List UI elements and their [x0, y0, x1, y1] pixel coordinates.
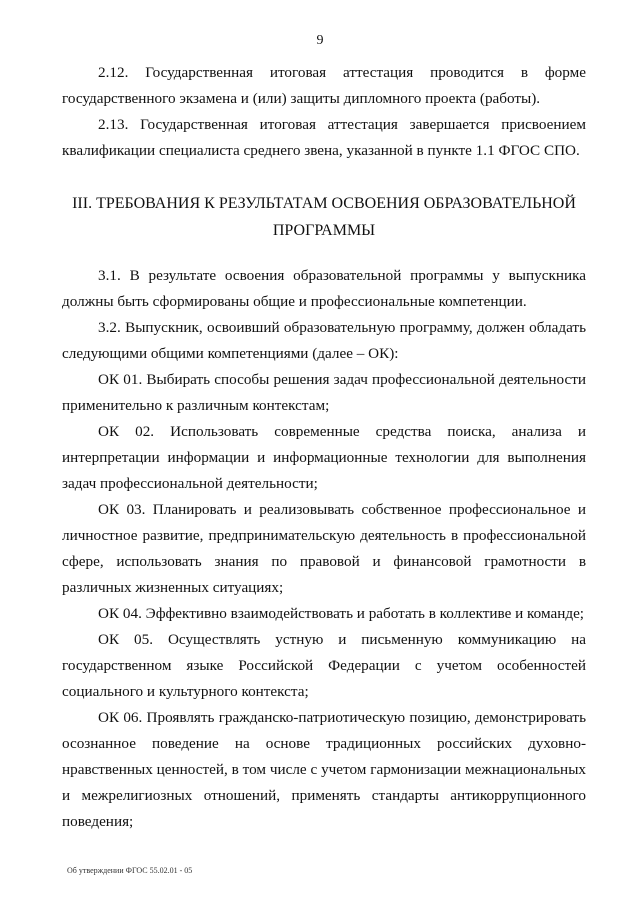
competency-ok-03: ОК 03. Планировать и реализовывать собственное профессиональное и личностное развитие, предпринимательскую деятельность в профессиональной сфере, использовать знания по правовой и финансовой грамотности в различных жизненных ситуациях; — [62, 501, 586, 596]
paragraph-3-2: 3.2. Выпускник, освоивший образовательную программу, должен обладать следующими общими компетенциями (далее – ОК): — [62, 319, 586, 362]
paragraph-3-1: 3.1. В результате освоения образовательной программы у выпускника должны быть сформированы общие и профессиональные компетенции. — [62, 267, 586, 310]
paragraph-2-12: 2.12. Государственная итоговая аттестация проводится в форме государственного экзамена и (или) защиты дипломного проекта (работы). — [62, 64, 586, 107]
paragraph-block-top — [62, 60, 586, 164]
competency-ok-04: ОК 04. Эффективно взаимодействовать и работать в коллективе и команде; — [98, 605, 585, 622]
paragraph-2-13: 2.13. Государственная итоговая аттестация завершается присвоением квалификации специалиста среднего звена, указанной в пункте 1.1 ФГОС СПО. — [62, 116, 586, 159]
competency-ok-02: ОК 02. Использовать современные средства поиска, анализа и интерпретации информации и информационные технологии для выполнения задач профессиональной деятельности; — [62, 423, 586, 492]
competency-ok-05: ОК 05. Осуществлять устную и письменную коммуникацию на государственном языке Российской Федерации с учетом особенностей социального и культурного контекста; — [62, 631, 586, 700]
page-number: 9 — [316, 33, 324, 48]
paragraph-block-main — [62, 263, 586, 835]
competency-ok-01: ОК 01. Выбирать способы решения задач профессиональной деятельности применительно к различным контекстам; — [62, 371, 586, 414]
document-footer: Об утверждении ФГОС 55.02.01 - 05 — [67, 866, 193, 875]
competency-ok-06: ОК 06. Проявлять гражданско-патриотическую позицию, демонстрировать осознанное поведение на основе традиционных российских духовно-нравственных ценностей, в том числе с учетом гармонизации межнациональных и межрелигиозных отношений, применять стандарты антикоррупционного поведения; — [62, 709, 586, 830]
section-heading: III. ТРЕБОВАНИЯ К РЕЗУЛЬТАТАМ ОСВОЕНИЯ ОБРАЗОВАТЕЛЬНОЙ ПРОГРАММЫ — [72, 195, 576, 239]
